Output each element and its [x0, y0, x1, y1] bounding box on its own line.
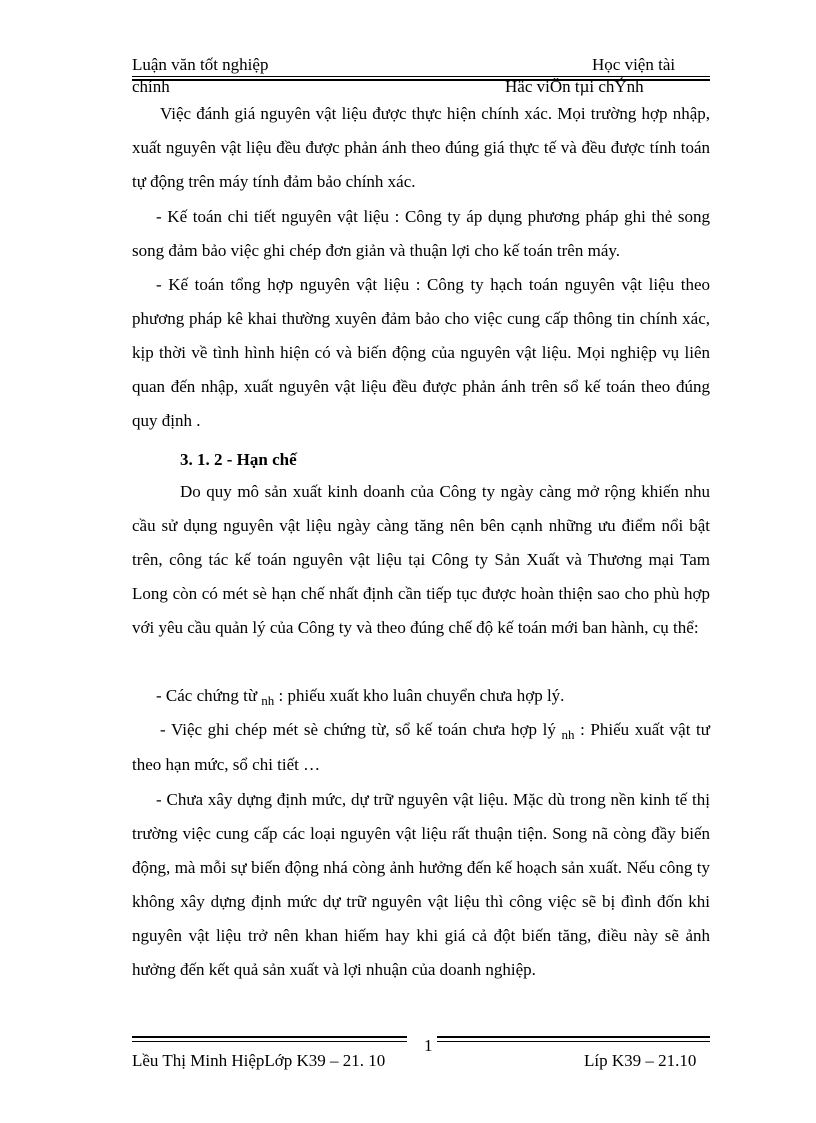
footer-rule-left-thin	[132, 1041, 407, 1042]
paragraph-4: Do quy mô sản xuất kinh doanh của Công ty ngày càng mở rộng khiến nhu cầu sử dụng nguyên vật liệu ngày càng tăng nên bên cạnh những ưu điểm nổi bật trên, công tác kế toán nguyên vật liệu tại Công ty Sản Xuất và Thương mại Tam Long còn có mét sè hạn chế nhất định cần tiếp tục được hoàn thiện sao cho phù hợp với yêu cầu quản lý của Công ty và theo đúng chế độ kế toán mới ban hành, cụ thể:	[132, 482, 710, 637]
footer-right: Líp K39 – 21.10	[584, 1051, 697, 1070]
header-right-garbled: Häc viÖn tµi chÝnh	[505, 77, 644, 96]
paragraph-7: - Chưa xây dựng định mức, dự trữ nguyên vật liệu. Mặc dù trong nền kinh tế thị trường việc cung cấp các loại nguyên vật liệu rất thuận tiện. Song nã còng đầy biến động, mà mỗi sự biến động nhá còng ảnh hưởng đến kế hoạch sản xuất. Nếu công ty không xây dựng định mức dự trữ nguyên vật liệu thì công việc sẽ bị đình đốn khi nguyên vật liệu trở nên khan hiếm hay khi giá cả đột biến tăng, điều này sẽ ảnh hưởng đến kết quả sản xuất và lợi nhuận của doanh nghiệp.	[132, 790, 710, 979]
paragraph-2: - Kế toán chi tiết nguyên vật liệu : Công ty áp dụng phương pháp ghi thẻ song song đảm bảo việc ghi chép đơn giản và thuận lợi cho kế toán trên máy.	[132, 207, 710, 260]
paragraph-6: - Việc ghi chép mét sè chứng từ, sổ kế toán chưa hợp lý $_{nh}$ : Phiếu xuất vật tư theo hạn mức, sổ chi tiết …	[132, 720, 710, 774]
page-number: 1	[424, 1036, 433, 1055]
paragraph-5: - Các chứng từ $_{nh}$ : phiếu xuất kho luân chuyển chưa hợp lý.	[156, 686, 565, 708]
footer-rule-right-thin	[437, 1041, 710, 1042]
paragraph-3: - Kế toán tổng hợp nguyên vật liệu : Công ty hạch toán nguyên vật liệu theo phương pháp kê khai thường xuyên đảm bảo cho việc cung cấp thông tin chính xác, kịp thời về tình hình hiện có và biến động của nguyên vật liệu. Mọi nghiệp vụ liên quan đến nhập, xuất nguyên vật liệu đều được phản ánh trên sổ kế toán theo đúng quy định .	[132, 275, 710, 430]
abbrev-nh: nh	[561, 727, 575, 742]
section-heading: 3. 1. 2 - Hạn chế	[180, 450, 297, 469]
footer-rule-right-thick	[437, 1036, 710, 1038]
header-right: Học viện tài	[592, 55, 676, 74]
footer-rule-left-thick	[132, 1036, 407, 1038]
header-left: Luận văn tốt nghiệp	[132, 55, 269, 74]
footer-left: Lều Thị Minh HiệpLớp K39 – 21. 10	[132, 1051, 386, 1070]
header-left-continued: chính	[132, 77, 170, 96]
abbrev-nh: nh	[261, 693, 275, 708]
paragraph-1: Việc đánh giá nguyên vật liệu được thực hiện chính xác. Mọi trường hợp nhập, xuất nguyên vật liệu đều được phản ánh theo đúng giá thực tế và đều được tính toán tự động trên máy tính đảm bảo chính xác.	[132, 104, 710, 191]
